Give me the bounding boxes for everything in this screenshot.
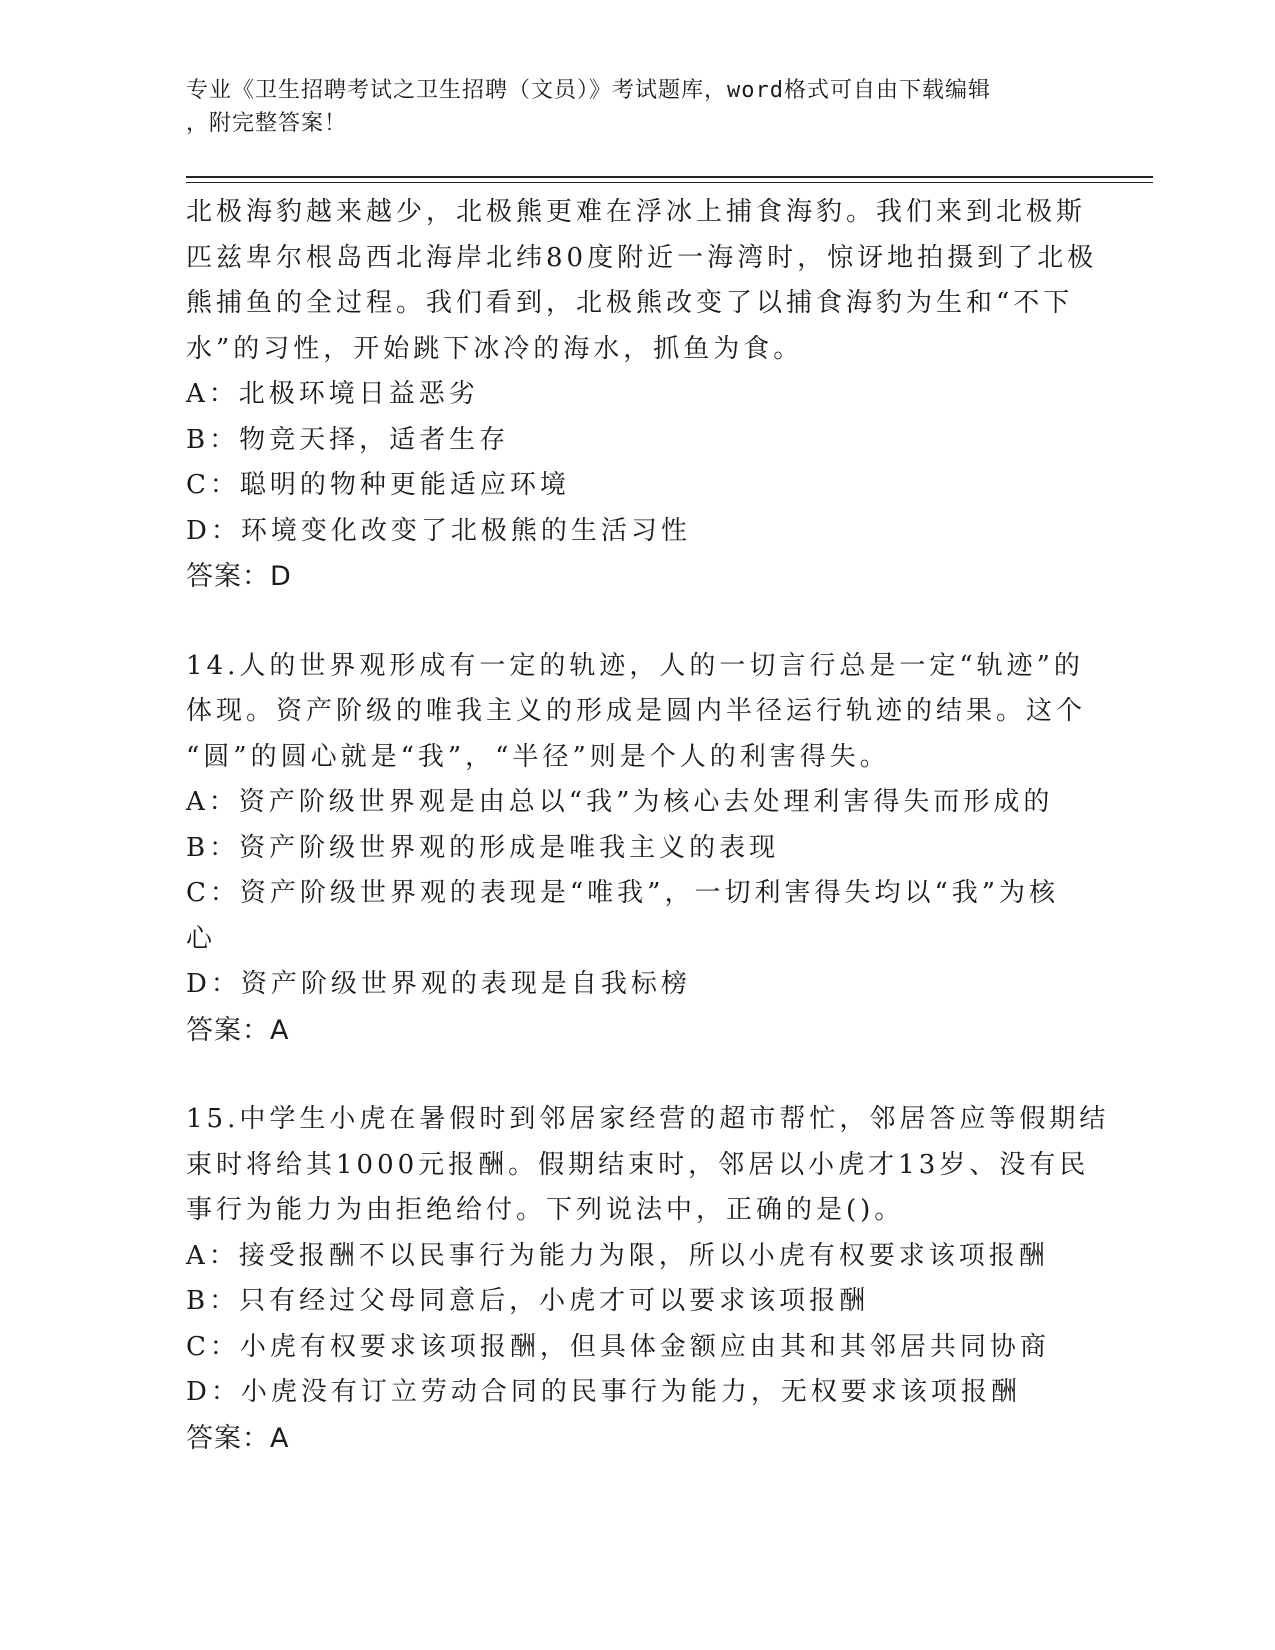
option-d: D：资产阶级世界观的表现是自我标榜 bbox=[186, 969, 691, 999]
option-d: D：小虎没有订立劳动合同的民事行为能力，无权要求该项报酬 bbox=[186, 1377, 1021, 1407]
option-d: D：环境变化改变了北极熊的生活习性 bbox=[186, 515, 691, 546]
option-c: C：聪明的物种更能适应环境 bbox=[186, 470, 570, 500]
question-stem-line: 14.人的世界观形成有一定的轨迹，人的一切言行总是一定“轨迹”的 bbox=[186, 650, 1084, 681]
question-stem-line: 体现。资产阶级的唯我主义的形成是圆内半径运行轨迹的结果。这个 bbox=[186, 696, 1087, 726]
question-stem-line: 匹兹卑尔根岛西北海岸北纬80度附近一海湾时，惊讶地拍摄到了北极 bbox=[186, 242, 1098, 273]
question-stem-line: 束时将给其1000元报酬。假期结束时，邻居以小虎才13岁、没有民 bbox=[186, 1149, 1090, 1180]
question-stem-line: 北极海豹越来越少，北极熊更难在浮冰上捕食海豹。我们来到北极斯 bbox=[186, 197, 1087, 227]
document-header bbox=[186, 74, 1086, 140]
option-c: C：资产阶级世界观的表现是“唯我”，一切利害得失均以“我”为核 bbox=[186, 878, 1060, 908]
header-line-1: 专业《卫生招聘考试之卫生招聘（文员）》考试题库，word格式可自由下载编辑 bbox=[186, 78, 991, 103]
option-b: B：资产阶级世界观的形成是唯我主义的表现 bbox=[186, 832, 780, 863]
question-stem-line: 事行为能力为由拒绝给付。下列说法中，正确的是()。 bbox=[186, 1195, 905, 1225]
answer-line: 答案：D bbox=[186, 561, 292, 592]
question-stem-line: 熊捕鱼的全过程。我们看到，北极熊改变了以捕食海豹为生和“不下 bbox=[186, 288, 1074, 318]
option-c-continued: 心 bbox=[186, 923, 217, 954]
question-stem-line: “圆”的圆心就是“我”，“半径”则是个人的利害得失。 bbox=[186, 741, 890, 772]
question-stem-line: 水”的习性，开始跳下冰冷的海水，抓鱼为食。 bbox=[186, 333, 804, 364]
header-line-2: ，附完整答案！ bbox=[186, 111, 348, 136]
option-b: B：只有经过父母同意后，小虎才可以要求该项报酬 bbox=[186, 1286, 870, 1316]
spacer bbox=[186, 600, 1076, 644]
question-list bbox=[186, 190, 1110, 1461]
question-block-13 bbox=[186, 190, 1098, 600]
question-block-15 bbox=[186, 1097, 1110, 1461]
header-divider-thick bbox=[186, 176, 1153, 178]
option-a: A：资产阶级世界观是由总以“我”为核心去处理利害得失而形成的 bbox=[186, 787, 1054, 817]
option-b: B：物竞天择，适者生存 bbox=[186, 424, 510, 455]
option-a: A：北极环境日益恶劣 bbox=[186, 379, 479, 409]
spacer bbox=[186, 1053, 1076, 1097]
answer-line: 答案：A bbox=[186, 1014, 290, 1046]
option-a: A：接受报酬不以民事行为能力为限，所以小虎有权要求该项报酬 bbox=[186, 1240, 1049, 1271]
question-stem-line: 15.中学生小虎在暑假时到邻居家经营的超市帮忙，邻居答应等假期结 bbox=[186, 1104, 1110, 1134]
question-block-14 bbox=[186, 644, 1087, 1054]
header-divider-thin bbox=[186, 182, 1153, 183]
answer-line: 答案：A bbox=[186, 1422, 290, 1454]
option-c: C：小虎有权要求该项报酬，但具体金额应由其和其邻居共同协商 bbox=[186, 1331, 1050, 1362]
